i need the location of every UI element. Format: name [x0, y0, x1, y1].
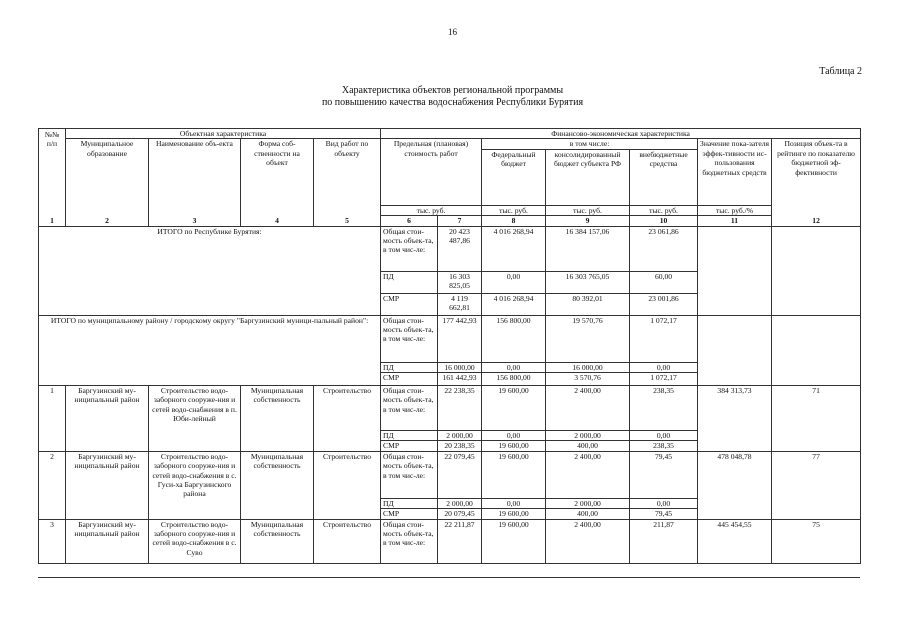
header-unit-consolidated: тыс. руб. — [546, 205, 630, 215]
object-ownership: Муниципальная собственность — [241, 451, 314, 519]
cost-value: 20 423 487,86 — [438, 226, 482, 271]
object-work-type: Строительство — [314, 451, 381, 519]
extrabudget-value: 0,00 — [630, 498, 698, 508]
consolidated-value: 80 392,01 — [546, 293, 630, 315]
rating-value — [772, 226, 861, 315]
header-cost: Предельная (плановая) стоимость работ — [381, 139, 482, 205]
federal-value: 4 016 268,94 — [482, 293, 546, 315]
extrabudget-value: 1 072,17 — [630, 315, 698, 362]
header-unit-indicator: тыс. руб./% — [698, 205, 772, 215]
col-number: 4 — [241, 216, 314, 226]
page-bottom-rule — [38, 577, 860, 578]
extrabudget-value: 79,45 — [630, 451, 698, 498]
header-no: №№ п/п — [39, 129, 66, 206]
header-rating: Позиция объек-та в рейтинге по показателю бюджетной эф-фективности — [772, 139, 861, 205]
object-work-type: Строительство — [314, 519, 381, 563]
header-unit-extrabudget: тыс. руб. — [630, 205, 698, 215]
header-federal: Федеральный бюджет — [482, 149, 546, 205]
object-number: 1 — [39, 386, 66, 452]
object-row — [39, 519, 861, 563]
consolidated-value: 16 303 765,05 — [546, 271, 630, 293]
object-name: Строительство водо-заборного сооруже-ния и сетей водо-снабжения в с. Суво — [149, 519, 241, 563]
federal-value: 4 016 268,94 — [482, 226, 546, 271]
header-municipality: Муниципальное образование — [66, 139, 149, 205]
extrabudget-value: 238,35 — [630, 386, 698, 431]
cost-value: 22 079,45 — [438, 451, 482, 498]
cost-type-label: ПД — [381, 431, 438, 441]
rating-value: 71 — [772, 386, 861, 452]
cost-type-label: ПД — [381, 498, 438, 508]
cost-value: 161 442,93 — [438, 373, 482, 386]
total-label: ИТОГО по Республике Бурятия: — [39, 226, 381, 315]
object-number: 2 — [39, 451, 66, 519]
total-row — [39, 226, 861, 271]
extrabudget-value: 0,00 — [630, 362, 698, 372]
total-row — [39, 315, 861, 362]
object-ownership: Муниципальная собственность — [241, 519, 314, 563]
object-row — [39, 451, 861, 498]
consolidated-value: 2 400,00 — [546, 519, 630, 563]
cost-value: 177 442,93 — [438, 315, 482, 362]
header-object-name: Наименование объ-екта — [149, 139, 241, 205]
cost-value: 20 079,45 — [438, 509, 482, 519]
rating-value: 75 — [772, 519, 861, 563]
indicator-value — [698, 315, 772, 385]
title-line-2: по повышению качества водоснабжения Республики Бурятия — [321, 97, 584, 108]
cost-value: 20 238,35 — [438, 441, 482, 451]
extrabudget-value: 60,00 — [630, 271, 698, 293]
cost-type-label: Общая стои-мость объек-та, в том чис-ле: — [381, 315, 438, 362]
cost-type-label: СМР — [381, 373, 438, 386]
col-number: 8 — [482, 216, 546, 226]
extrabudget-value: 79,45 — [630, 509, 698, 519]
extrabudget-value: 1 072,17 — [630, 373, 698, 386]
object-work-type: Строительство — [314, 386, 381, 452]
consolidated-value: 2 400,00 — [546, 451, 630, 498]
extrabudget-value: 238,35 — [630, 441, 698, 451]
object-ownership: Муниципальная собственность — [241, 386, 314, 452]
rating-value: 77 — [772, 451, 861, 519]
document-title — [0, 85, 905, 109]
cost-value: 2 000,00 — [438, 431, 482, 441]
cost-value: 4 119 662,81 — [438, 293, 482, 315]
extrabudget-value: 23 061,86 — [630, 226, 698, 271]
header-ownership: Форма соб-ственности на объект — [241, 139, 314, 205]
col-number: 6 — [381, 216, 438, 226]
total-label: ИТОГО по муниципальному району / городскому округу "Баргузинский муници-пальный район": — [39, 315, 381, 385]
federal-value: 0,00 — [482, 431, 546, 441]
object-number: 3 — [39, 519, 66, 563]
indicator-value: 445 454,55 — [698, 519, 772, 563]
cost-type-label: Общая стои-мость объек-та, в том чис-ле: — [381, 519, 438, 563]
header-unit-cost: тыс. руб. — [381, 205, 482, 215]
col-number: 1 — [39, 216, 66, 226]
federal-value: 19 600,00 — [482, 519, 546, 563]
col-number: 11 — [698, 216, 772, 226]
cost-value: 2 000,00 — [438, 498, 482, 508]
col-number: 2 — [66, 216, 149, 226]
header-indicator: Значение пока-зателя эффек-тивности ис-пользования бюджетных средств — [698, 139, 772, 205]
federal-value: 0,00 — [482, 271, 546, 293]
cost-type-label: СМР — [381, 509, 438, 519]
col-number: 3 — [149, 216, 241, 226]
col-number: 9 — [546, 216, 630, 226]
federal-value: 0,00 — [482, 498, 546, 508]
header-including: в том числе: — [482, 139, 698, 149]
header-work-type: Вид работ по объекту — [314, 139, 381, 205]
object-municipality: Баргузинский му-ниципальный район — [66, 519, 149, 563]
header-finance-group: Финансово-экономическая характеристика — [381, 129, 861, 139]
consolidated-value: 16 000,00 — [546, 362, 630, 372]
federal-value: 19 600,00 — [482, 386, 546, 431]
table-label: Таблица 2 — [819, 66, 862, 77]
consolidated-value: 2 000,00 — [546, 431, 630, 441]
header-consolidated: консолидированный бюджет субъекта РФ — [546, 149, 630, 205]
col-number: 12 — [772, 216, 861, 226]
object-municipality: Баргузинский му-ниципальный район — [66, 386, 149, 452]
federal-value: 19 600,00 — [482, 441, 546, 451]
cost-type-label: ПД — [381, 271, 438, 293]
cost-type-label: Общая стои-мость объек-та, в том чис-ле: — [381, 386, 438, 431]
header-object-group: Объектная характеристика — [66, 129, 381, 139]
extrabudget-value: 211,87 — [630, 519, 698, 563]
cost-type-label: СМР — [381, 293, 438, 315]
header-extrabudget: внебюджетные средства — [630, 149, 698, 205]
title-line-1: Характеристика объектов региональной программы — [341, 85, 564, 96]
cost-type-label: Общая стои-мость объек-та, в том чис-ле: — [381, 451, 438, 498]
consolidated-value: 2 000,00 — [546, 498, 630, 508]
federal-value: 0,00 — [482, 362, 546, 372]
consolidated-value: 2 400,00 — [546, 386, 630, 431]
extrabudget-value: 23 001,86 — [630, 293, 698, 315]
federal-value: 19 600,00 — [482, 509, 546, 519]
objects-table — [38, 128, 861, 564]
consolidated-value: 400,00 — [546, 441, 630, 451]
page-number: 16 — [448, 27, 457, 37]
cost-value: 22 238,35 — [438, 386, 482, 431]
cost-type-label: СМР — [381, 441, 438, 451]
cost-value: 16 303 825,05 — [438, 271, 482, 293]
consolidated-value: 3 570,76 — [546, 373, 630, 386]
cost-type-label: ПД — [381, 362, 438, 372]
indicator-value: 384 313,73 — [698, 386, 772, 452]
cost-value: 22 211,87 — [438, 519, 482, 563]
federal-value: 156 800,00 — [482, 315, 546, 362]
extrabudget-value: 0,00 — [630, 431, 698, 441]
consolidated-value: 400,00 — [546, 509, 630, 519]
consolidated-value: 16 384 157,06 — [546, 226, 630, 271]
cost-value: 16 000,00 — [438, 362, 482, 372]
consolidated-value: 19 570,76 — [546, 315, 630, 362]
federal-value: 19 600,00 — [482, 451, 546, 498]
object-municipality: Баргузинский му-ниципальный район — [66, 451, 149, 519]
indicator-value — [698, 226, 772, 315]
col-number: 10 — [630, 216, 698, 226]
federal-value: 156 800,00 — [482, 373, 546, 386]
object-row — [39, 386, 861, 431]
cost-type-label: Общая стои-мость объек-та, в том чис-ле: — [381, 226, 438, 271]
object-name: Строительство водо-заборного сооруже-ния и сетей водо-снабжения в п. Юби-лейный — [149, 386, 241, 452]
object-name: Строительство водо-заборного сооруже-ния и сетей водо-снабжения в с. Гуси-ха Баргузинского района — [149, 451, 241, 519]
col-number: 7 — [438, 216, 482, 226]
rating-value — [772, 315, 861, 385]
col-number: 5 — [314, 216, 381, 226]
indicator-value: 478 048,78 — [698, 451, 772, 519]
header-unit-federal: тыс. руб. — [482, 205, 546, 215]
